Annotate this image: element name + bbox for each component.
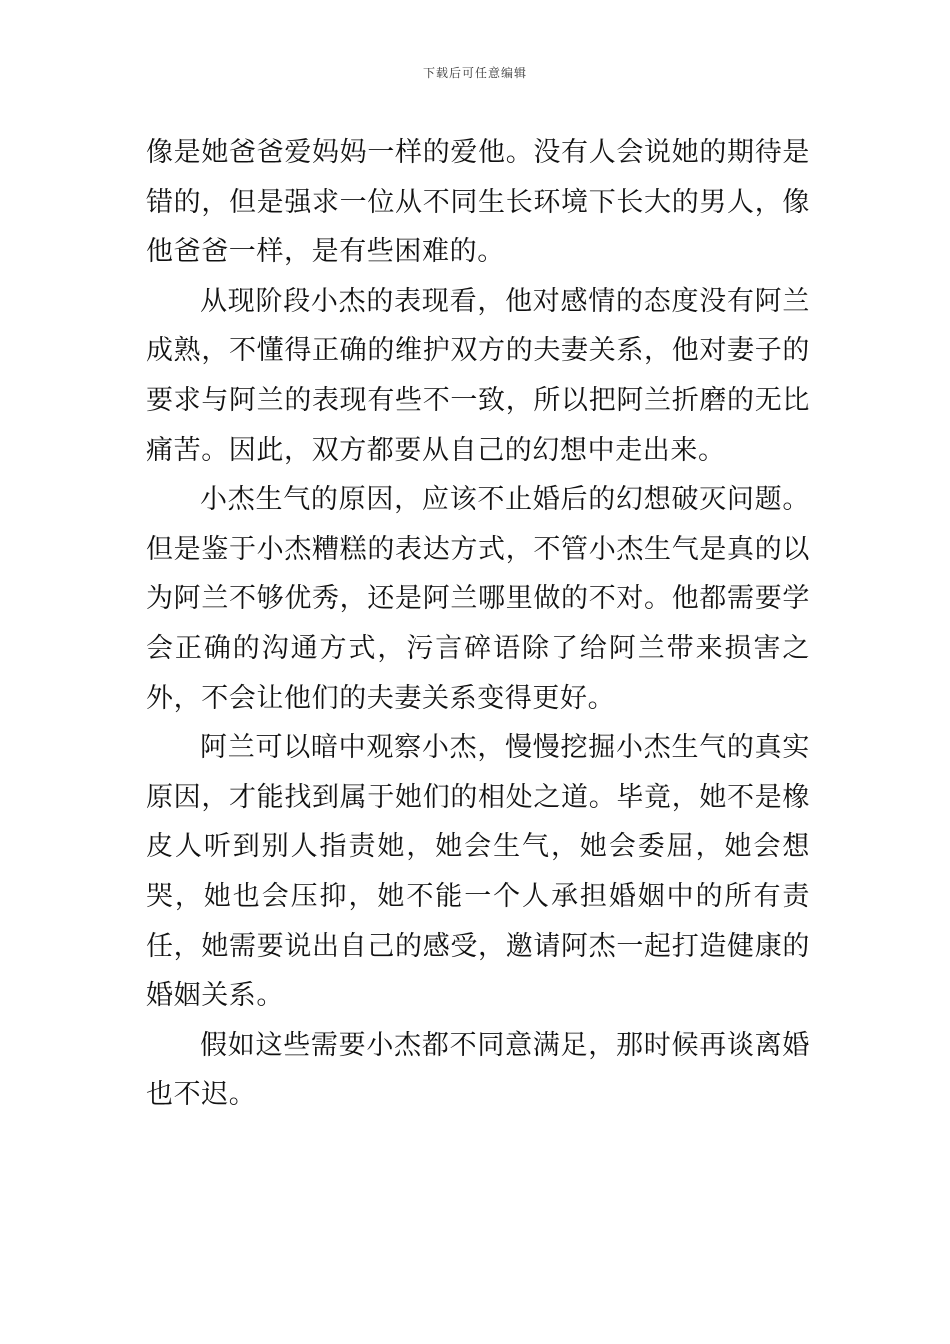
paragraph-5: 假如这些需要小杰都不同意满足，那时候再谈离婚也不迟。 xyxy=(146,1029,810,1111)
header-note: 下载后可任意编辑 xyxy=(422,66,527,80)
paragraph-2: 从现阶段小杰的表现看，他对感情的态度没有阿兰成熟，不懂得正确的维护双方的夫妻关系，他对妻子的要求与阿兰的表现有些不一致，所以把阿兰折磨的无比痛苦。因此，双方都要从自己的幻想中走出来。 xyxy=(146,285,810,466)
body-text xyxy=(146,128,810,1120)
paragraph-4: 阿兰可以暗中观察小杰，慢慢挖掘小杰生气的真实原因，才能找到属于她们的相处之道。毕竟，她不是橡皮人听到别人指责她，她会生气，她会委屈，她会想哭，她也会压抑，她不能一个人承担婚姻中的所有责任，她需要说出自己的感受，邀请阿杰一起打造健康的婚姻关系。 xyxy=(146,732,810,1012)
paragraph-1: 像是她爸爸爱妈妈一样的爱他。没有人会说她的期待是错的，但是强求一位从不同生长环境下长大的男人，像他爸爸一样，是有些困难的。 xyxy=(146,137,810,268)
paragraph-3: 小杰生气的原因，应该不止婚后的幻想破灭问题。但是鉴于小杰糟糕的表达方式，不管小杰生气是真的以为阿兰不够优秀，还是阿兰哪里做的不对。他都需要学会正确的沟通方式，污言碎语除了给阿兰带来损害之外，不会让他们的夫妻关系变得更好。 xyxy=(146,484,810,714)
